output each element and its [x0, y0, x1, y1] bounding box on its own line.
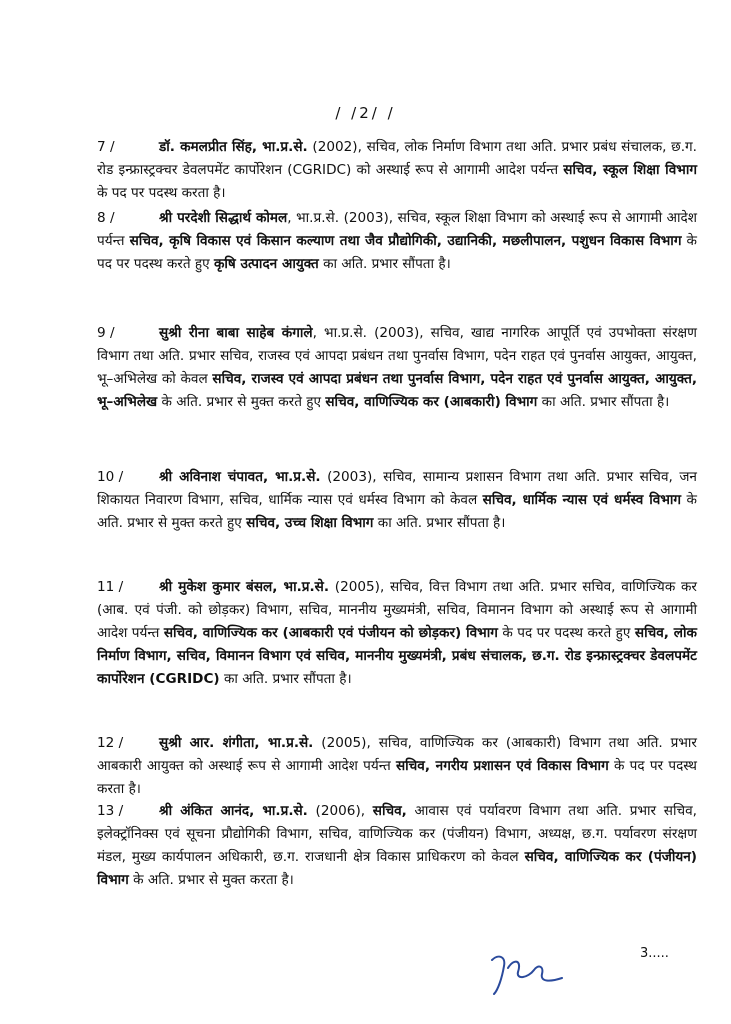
paragraph-number: 9 /: [97, 325, 115, 341]
page-number-header: / /2/ /: [335, 104, 396, 122]
body-text: (2003), सचिव, सामान्य प्रशासन विभाग तथा अति. प्रभार सचिव, जन शिकायत निवारण विभाग, सचिव, धार्मिक न्यास एवं धर्मस्व विभाग को केवल: [97, 469, 697, 508]
emphasized-text: श्री अंकित आनंद, भा.प्र.से.: [159, 803, 308, 819]
order-paragraph: [97, 800, 697, 892]
body-text: के पद पर पदस्थ करते हुए: [497, 625, 635, 641]
order-paragraph: [97, 466, 697, 535]
body-text: के पद पर पदस्थ करते हुए: [97, 233, 697, 272]
emphasized-text: सचिव, वाणिज्यिक कर (पंजीयन) विभाग: [97, 849, 697, 888]
emphasized-text: डॉ. कमलप्रीत सिंह, भा.प्र.से.: [159, 139, 308, 155]
paragraph-number: 13 /: [97, 803, 124, 819]
paragraph-number: 8 /: [97, 210, 115, 226]
emphasized-text: सचिव, कृषि विकास एवं किसान कल्याण तथा जैव प्रौद्योगिकी, उद्यानिकी, मछलीपालन, पशुधन विकास विभाग: [129, 233, 682, 249]
order-paragraph: [97, 576, 697, 691]
emphasized-text: श्री अविनाश चंपावत, भा.प्र.से.: [159, 469, 321, 485]
body-text: के पद पर पदस्थ करता है।: [97, 185, 226, 201]
emphasized-text: श्री मुकेश कुमार बंसल, भा.प्र.से.: [159, 579, 330, 595]
body-text: का अति. प्रभार सौंपता है।: [219, 671, 352, 687]
emphasized-text: श्री परदेशी सिद्धार्थ कोमल: [159, 210, 288, 226]
body-text: का अति. प्रभार सौंपता है।: [537, 394, 670, 410]
body-text: , भा.प्र.से. (2003), सचिव, खाद्य नागरिक आपूर्ति एवं उपभोक्ता संरक्षण विभाग तथा अति. प्रभार सचिव, राजस्व एवं आपदा प्रबंधन तथा पुनर्वास विभाग, पदेन राहत एवं पुनर्वास आयुक्त, आयुक्त, भू–अभिलेख को केवल: [97, 325, 697, 387]
emphasized-text: कृषि उत्पादन आयुक्त: [213, 256, 319, 272]
emphasized-text: सुश्री रीना बाबा साहेब कंगाले: [159, 325, 313, 341]
order-paragraph: [97, 136, 697, 205]
paragraph-number: 11 /: [97, 579, 124, 595]
body-text: (2005), सचिव, वित्त विभाग तथा अति. प्रभार सचिव, वाणिज्यिक कर (आब. एवं पंजी. को छोड़कर) विभाग, सचिव, माननीय मुख्यमंत्री, सचिव, विमानन विभाग को अस्थाई रूप से आगामी आदेश पर्यन्त: [97, 579, 697, 641]
body-text: (2005), सचिव, वाणिज्यिक कर (आबकारी) विभाग तथा अति. प्रभार आबकारी आयुक्त को अस्थाई रूप से आगामी आदेश पर्यन्त: [97, 735, 697, 774]
body-text: (2006),: [307, 803, 373, 819]
paragraph-number: 12 /: [97, 735, 124, 751]
emphasized-text: सचिव, वाणिज्यिक कर (आबकारी) विभाग: [325, 394, 538, 410]
emphasized-text: सचिव, स्कूल शिक्षा विभाग: [563, 162, 697, 178]
paragraph-number: 10 /: [97, 469, 124, 485]
emphasized-text: सचिव, वाणिज्यिक कर (आबकारी एवं पंजीयन को छोड़कर) विभाग: [163, 625, 498, 641]
emphasized-text: सुश्री आर. शंगीता, भा.प्र.से.: [159, 735, 314, 751]
emphasized-text: सचिव, लोक निर्माण विभाग, सचिव, विमानन विभाग एवं सचिव, माननीय मुख्यमंत्री, प्रबंध संचालक, छ.ग. रोड इन्फ्रास्ट्रक्चर डेवलपमेंट कार्पोरेशन (CGRIDC): [97, 625, 697, 687]
body-text: के पद पर पदस्थ करता है।: [97, 758, 697, 797]
body-text: का अति. प्रभार सौंपता है।: [373, 515, 506, 531]
body-text: , भा.प्र.से. (2003), सचिव, स्कूल शिक्षा विभाग को अस्थाई रूप से आगामी आदेश पर्यन्त: [97, 210, 697, 249]
body-text: के अति. प्रभार से मुक्त करते हुए: [157, 394, 326, 410]
body-text: का अति. प्रभार सौंपता है।: [318, 256, 451, 272]
body-text: के अति. प्रभार से मुक्त करता है।: [128, 872, 294, 888]
emphasized-text: सचिव, धार्मिक न्यास एवं धर्मस्व विभाग: [482, 492, 682, 508]
emphasized-text: सचिव, उच्च शिक्षा विभाग: [246, 515, 374, 531]
body-text: (2002), सचिव, लोक निर्माण विभाग तथा अति. प्रभार प्रबंध संचालक, छ.ग. रोड इन्फ्रास्ट्रक्चर डेवलपमेंट कार्पोरेशन (CGRIDC) को अस्थाई रूप से आगामी आदेश पर्यन्त: [97, 139, 697, 178]
emphasized-text: सचिव,: [372, 803, 407, 819]
order-paragraph: [97, 322, 697, 414]
paragraph-number: 7 /: [97, 139, 115, 155]
next-page-marker: 3.....: [640, 946, 669, 961]
signature-mark: [488, 948, 568, 998]
order-paragraph: [97, 207, 697, 276]
emphasized-text: सचिव, राजस्व एवं आपदा प्रबंधन तथा पुनर्वास विभाग, पदेन राहत एवं पुनर्वास आयुक्त, आयुक्त, भू–अभिलेख: [97, 371, 698, 410]
emphasized-text: सचिव, नगरीय प्रशासन एवं विकास विभाग: [395, 758, 609, 774]
body-text: के अति. प्रभार से मुक्त करते हुए: [97, 492, 697, 531]
body-text: आवास एवं पर्यावरण विभाग तथा अति. प्रभार सचिव, इलेक्ट्रॉनिक्स एवं सूचना प्रौद्योगिकी विभाग, सचिव, वाणिज्यिक कर (पंजीयन) विभाग, अध्यक्ष, छ.ग. पर्यावरण संरक्षण मंडल, मुख्य कार्यपालन अधिकारी, छ.ग. राजधानी क्षेत्र विकास प्राधिकरण को केवल: [97, 803, 697, 865]
order-paragraph: [97, 732, 697, 801]
